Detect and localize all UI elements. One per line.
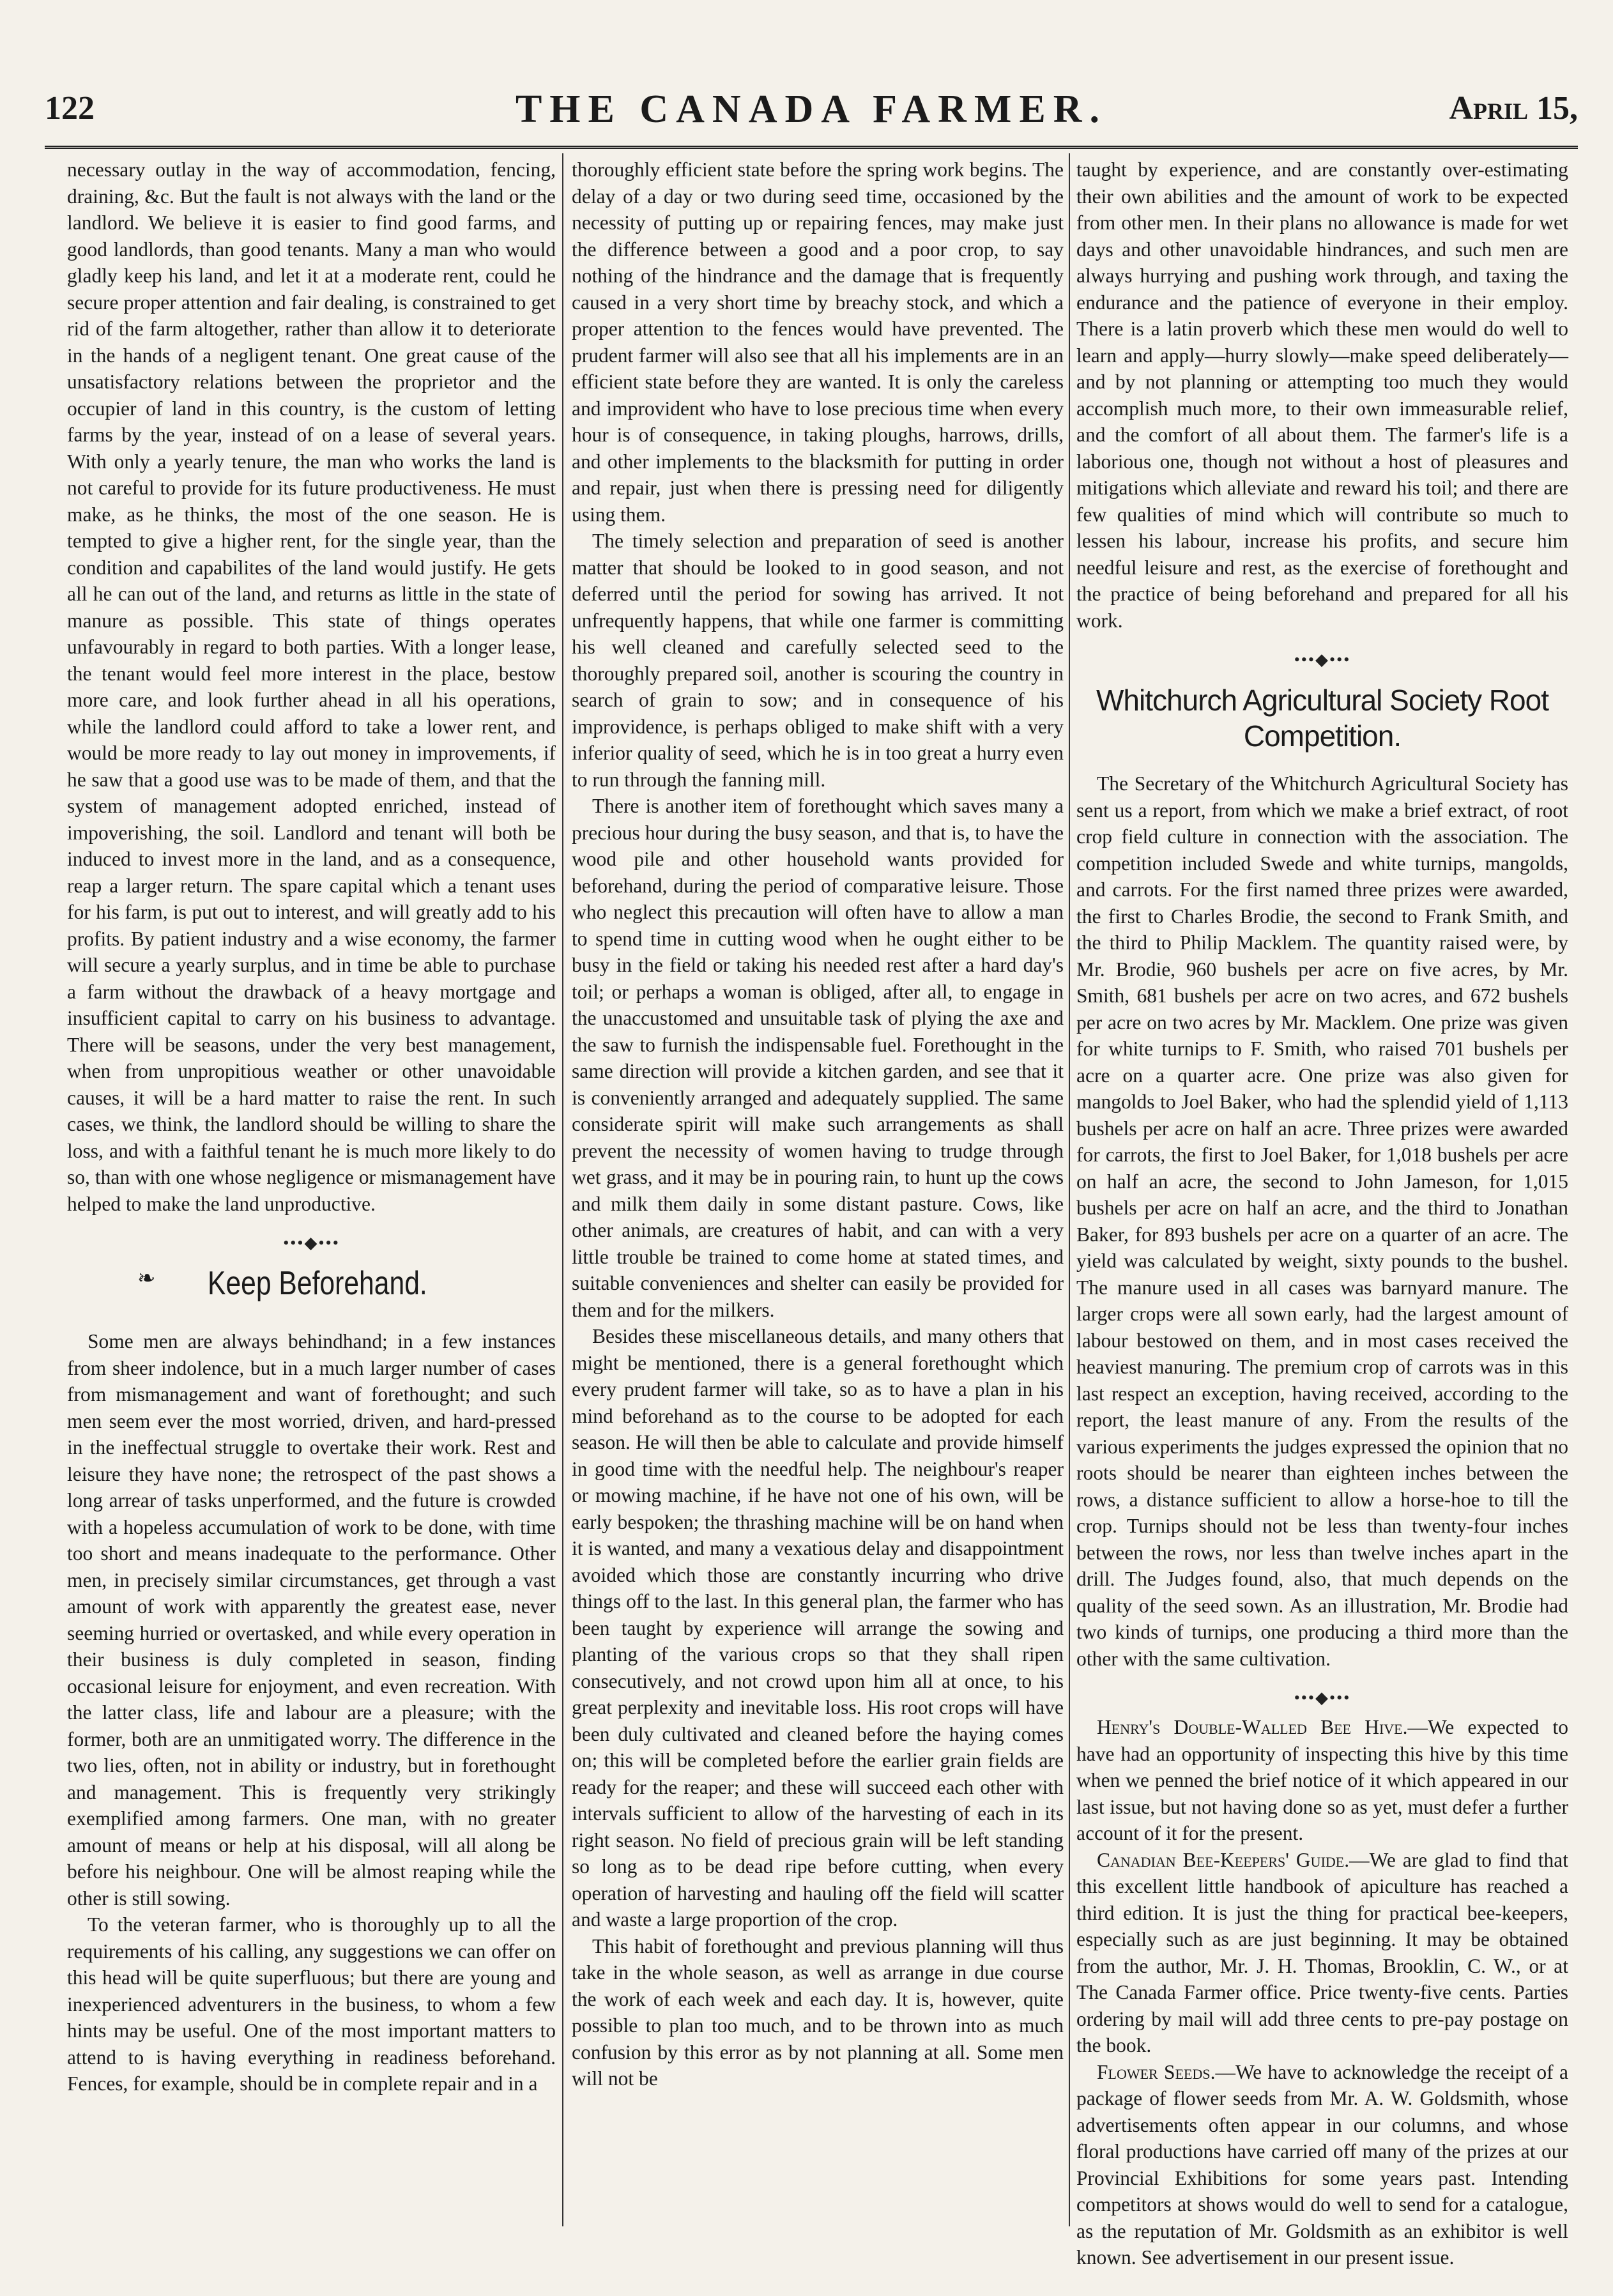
article-paragraph: There is another item of forethought which saves many a precious hour during the busy season, and that is, to have the wood pile and other household wants provided for beforehand, during the period of comparative leisure. Those who neglect this precaution will often have to allow a man to spend time in cutting wood when he ought either to be busy in the field or taking his needed rest after a hard day's toil; or perhaps a woman is obliged, after all, to engage in the unaccustomed and unsuitable task of plying the axe and the saw to furnish the indispensable fuel. Forethought in the same direction will provide a kitchen garden, and see that it is conveniently arranged and adequately supplied. The same considerate spirit will make such arrangements as shall prevent the necessity of women having to trudge through wet grass, and it may be in pouring rain, to hunt up the cows and milk them daily in some distant pasture. Cows, like other animals, are creatures of habit, and can with a very little trouble be trained to come home at stated times, and suitable conveniences and shelter can easily be provided for them and for the milkers.	[572, 795, 1064, 1321]
notice-lead: Canadian Bee-Keepers' Guide.	[1097, 1848, 1350, 1871]
notice-lead: Henry's Double-Walled Bee Hive.	[1097, 1716, 1408, 1738]
keep-beforehand-heading	[67, 1259, 556, 1317]
notice-paragraph	[1076, 2059, 1568, 2271]
article-paragraph: This habit of forethought and previous planning will thus take in the whole season, as well as arrange in due course the work of each week and each day. It is, however, quite possible to plan too much, and to be thrown into as much confusion by this error as by not planning at all. Some men will not be	[572, 1934, 1064, 2090]
column-3	[1076, 157, 1568, 2269]
page-number: 122	[45, 90, 95, 126]
article-paragraph: Some men are always behindhand; in a few instances from sheer indolence, but in a much larger number of cases from mismanagement and want of forethought; and such men seem ever the most worried, driven, and hard-pressed in the ineffectual struggle to overtake their work. Rest and leisure they have none; the retrospect of the past shows a long arrear of tasks unperformed, and the future is crowded with a hopeless accumulation of work to be done, with time too short and means inadequate to the performance. Other men, in precisely similar circumstances, get through a vast amount of work with apparently the greatest ease, never seeming hurried or overtasked, and while every operation in their business is duly completed in season, finding occasional leisure for enjoyment, and even recreation. With the latter class, life and labour are a pleasure; with the former, both are an unmitigated worry. The difference in the two lies, often, not in ability or industry, but in forethought and management. This is frequently very strikingly exemplified among farmers. One man, with no greater amount of means or help at his disposal, will all along be before his neighbour. One will be almost reaping while the other is still sowing.	[67, 1330, 556, 1910]
section-ornament: •••◆•••	[1294, 1688, 1351, 1707]
column-2	[572, 157, 1064, 2220]
article-paragraph: The timely selection and preparation of seed is another matter that should be looked to in good season, and not deferred until the period for sowing has arrived. It not unfrequently happens, that while one farmer is committing his well cleaned and carefully selected seed to the thoroughly prepared soil, another is scouring the country in search of grain to sow; and in consequence of his improvidence, is perhaps obliged to make shift with a very inferior quality of seed, which he is in too great a hurry even to run through the fanning mill.	[572, 530, 1064, 791]
notice-paragraph	[1076, 1847, 1568, 2059]
masthead-title: THE CANADA FARMER.	[515, 88, 1108, 131]
section-ornament: •••◆•••	[1294, 650, 1351, 669]
article-title: Whitchurch Agricultural Society Root Competition.	[1096, 684, 1548, 753]
header-rule	[45, 146, 1578, 149]
notice-text: —We expected to have had an opportunity of inspecting this hive by this time when we penned the brief notice of it which appeared in our last issue, but not having done so as yet, must defer a further account of it for the present.	[1076, 1716, 1568, 1844]
column-1	[67, 157, 556, 2220]
article-paragraph: taught by experience, and are constantly over-estimating their own abilities and the amount of work to be expected from other men. In their plans no allowance is made for wet days and other unavoidable hindrances, and such men are always hurrying and pushing work through, and taxing the endurance and the patience of everyone in their employ. There is a latin proverb which these men would do well to learn and apply—hurry slowly—make speed deliberately—and by not planning or attempting too much they would accomplish much more, to their own immeasurable relief, and the comfort of all about them. The farmer's life is a laborious one, though not without a host of pleasures and mitigations which alleviate and reward his toil; and there are few qualities of mind which will contribute so much to lessen his labour, increase his profits, and secure him needful leisure and rest, as the exercise of forethought and the practice of being beforehand and prepared for all his work.	[1076, 158, 1568, 632]
article-paragraph: necessary outlay in the way of accommodation, fencing, draining, &c. But the fault is not always with the land or the landlord. We believe it is easier to find good farms, and good landlords, than good tenants. Many a man who would gladly keep his land, and let it at a moderate rent, could he secure proper attention and fair dealing, is constrained to get rid of the farm altogether, rather than allow it to deteriorate in the hands of a negligent tenant. One great cause of the unsatisfactory relations between the proprietor and the occupier of land in this country, is the custom of letting farms by the year, instead of on a lease of several years. With only a yearly tenure, the man who works the land is not careful to provide for its future productiveness. He must make, as he thinks, the most of the one season. He is tempted to give a higher rent, for the single year, than the condition and capabilites of the land would justify. He gets all he can out of the land, and returns as little in the state of manure as possible. This state of things operates unfavourably in regard to both parties. With a longer lease, the tenant would feel more interest in the place, bestow more care, and look further ahead in all his operations, while the landlord could afford to take a lower rent, and would be more ready to lay out money in improvements, if he saw that a good use was to be made of them, and that the system of management adopted enriched, instead of impoverishing, the soil. Landlord and tenant will both be induced to invest more in the land, and as a consequence, reap a larger return. The spare capital which a tenant uses for his farm, is put out to interest, and will greatly add to his profits. By patient industry and a wise economy, the farmer will secure a yearly surplus, and in time be able to purchase a farm without the drawback of a heavy mortgage and insufficient capital to carry on his business to advantage. There will be seasons, under the very best management, when from unpropitious weather or other unavoidable causes, it will be a hard matter to raise the rent. In such cases, we think, the landlord should be willing to share the loss, and with a faithful tenant he is much more likely to do so, than with one whose negligence or mismanagement have helped to make the land unproductive.	[67, 158, 556, 1215]
column-divider	[562, 153, 563, 2226]
section-ornament: •••◆•••	[283, 1234, 340, 1252]
article-paragraph: thoroughly efficient state before the spring work begins. The delay of a day or two during seed time, occasioned by the necessity of putting up or repairing fences, may make just the difference between a good and a poor crop, to say nothing of the hindrance and the damage that is frequently caused in a very short time by breachy stock, and which a proper attention to the fences would have prevented. The prudent farmer will also see that all his implements are in an efficient state before they are wanted. It is only the careless and improvident who have to lose precious time when every hour is of consequence, in taking ploughs, harrows, drills, and other implements to the blacksmith for putting in order and repair, just when there is pressing need for diligently using them.	[572, 158, 1064, 526]
page-header	[45, 89, 1578, 141]
flourish-icon: ❧	[137, 1267, 156, 1290]
notice-paragraph	[1076, 1714, 1568, 1847]
notice-lead: Flower Seeds.	[1097, 2060, 1216, 2083]
article-paragraph: Besides these miscellaneous details, and many others that might be mentioned, there is a general forethought which every prudent farmer will take, so as to have a plan in his mind beforehand as to the course to be adopted for each season. He will then be able to calculate and provide himself in good time with the needful help. The neighbour's reaper or mowing machine, if he have not one of his own, will be early bespoken; the thrashing machine will be on hand when it is wanted, and many a vexatious delay and disappointment avoided which those are constantly incurring who drive things off to the last. In this general plan, the farmer who has been taught by experience will arrange the sowing and planting of the various crops so that they shall ripen consecutively, and not crowd upon him all at once, to his great perplexity and inevitable loss. His root crops will have been duly cultivated and cleaned before the haying comes on; this will be completed before the earlier grain fields are ready for the reaper; and these will succeed each other with intervals sufficient to allow of the harvesting of each in its right season. No field of precious grain will be left standing so long as to be dead ripe before cutting, when every operation of harvesting and hauling off the field will scatter and waste a large proportion of the crop.	[572, 1325, 1064, 1931]
issue-date: April 15,	[1449, 90, 1578, 126]
article-paragraph: To the veteran farmer, who is thoroughly up to all the requirements of his calling, any suggestions we can offer on this head will be quite superfluous; but there are young and inexperienced adventurers in the business, to whom a few hints may be useful. One of the most important matters to attend to is having everything in readiness beforehand. Fences, for example, should be in complete repair and in a	[67, 1913, 556, 2095]
notice-text: —We are glad to find that this excellent little handbook of apiculture has reached a third edition. It is just the thing for practical bee-keepers, especially such as are just beginning. It may be obtained from the author, Mr. J. H. Thomas, Brooklin, C. W., or at The Canada Farmer office. Price twenty-five cents. Parties ordering by mail will add three cents to pre-pay postage on the book.	[1076, 1848, 1568, 2056]
article-paragraph: The Secretary of the Whitchurch Agricultural Society has sent us a report, from which we make a brief extract, of root crop field culture in connection with the association. The competition included Swede and white turnips, mangolds, and carrots. For the first named three prizes were awarded, the first to Charles Brodie, the second to Frank Smith, and the third to Philip Macklem. The quantity raised were, by Mr. Brodie, 960 bushels per acre on five acres, by Mr. Smith, 681 bushels per acre on two acres, and 672 bushels per acre on two acres by Mr. Macklem. One prize was given for white turnips to F. Smith, who raised 701 bushels per acre on a quarter acre. One prize was also given for mangolds to Joel Baker, who had the splendid yield of 1,113 bushels per acre on half an acre. Three prizes were awarded for carrots, the first to Joel Baker, for 1,018 bushels per acre on half an acre, the second to John Jameson, for 1,015 bushels per acre on half an acre, and the third to Jonathan Baker, for 893 bushels per acre on a quarter of an acre. The yield was calculated by weight, sixty pounds to the bushel. The manure used in all cases was barnyard manure. The larger crops were all sown early, had the largest amount of labour bestowed on them, and in most cases received the heaviest manuring. The premium crop of carrots was in this last respect an exception, having received, according to the report, the least manure of any. From the results of the various experiments the judges expressed the opinion that no roots should be nearer than eighteen inches between the rows, a distance sufficient to allow a horse-hoe to till the crop. Turnips should not be less than twenty-four inches between the rows, nor less than twelve inches apart in the drill. The Judges found, also, that much depends on the quality of the seed sown. As an illustration, Mr. Brodie had two kinds of turnips, one producing a third more than the other with the same cultivation.	[1076, 772, 1568, 1670]
notice-text: —We have to acknowledge the receipt of a package of flower seeds from Mr. A. W. Goldsmith, whose advertisements often appear in our columns, and whose floral productions have carried off many of the prizes at our Provincial Exhibitions for some years past. Intending competitors at shows would do well to send for a catalogue, as the reputation of Mr. Goldsmith as an exhibitor is well known. See advertisement in our present issue.	[1076, 2060, 1568, 2269]
article-title: Keep Beforehand.	[208, 1265, 427, 1302]
column-divider	[1069, 153, 1070, 2226]
